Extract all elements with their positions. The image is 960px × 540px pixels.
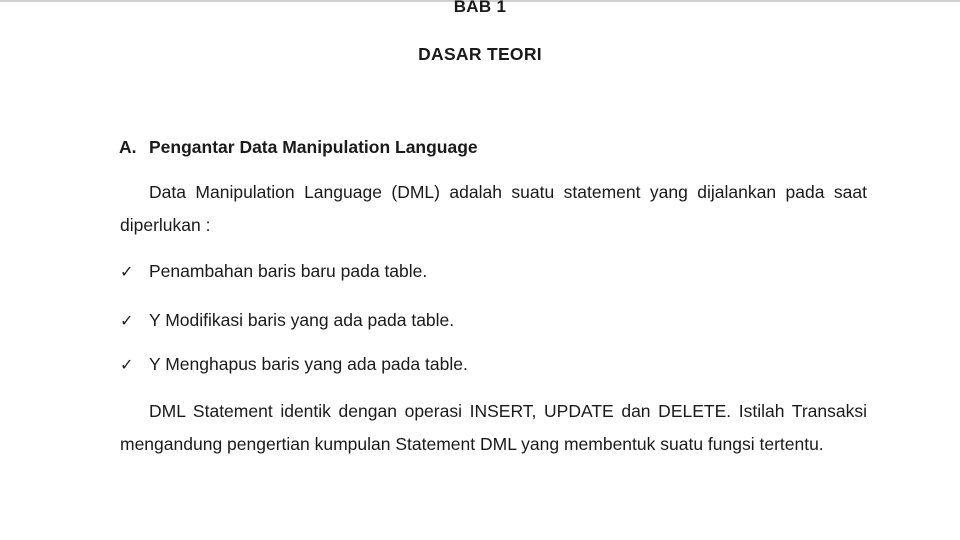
list-item-text: Y Menghapus baris yang ada pada table. (149, 354, 468, 374)
checkmark-icon: ✓ (120, 262, 134, 281)
list-item-text: Y Modifikasi baris yang ada pada table. (149, 310, 455, 330)
list-item (120, 259, 427, 284)
paragraph-intro: Data Manipulation Language (DML) adalah suatu statement yang dijalankan pada saat diperlukan : (120, 182, 867, 235)
checkmark-icon: ✓ (120, 311, 134, 330)
list-item-text: Penambahan baris baru pada table. (149, 261, 428, 281)
section-letter: A. (119, 137, 137, 157)
chapter-label: BAB 1 (453, 0, 507, 16)
list-item (120, 352, 468, 377)
list-item (120, 308, 454, 333)
section-heading (119, 137, 478, 158)
paragraph-dml-statement: DML Statement identik dengan operasi INSERT, UPDATE dan DELETE. Istilah Transaksi mengandung pengertian kumpulan Statement DML yang membentuk suatu fungsi tertentu. (120, 401, 867, 454)
chapter-title: DASAR TEORI (418, 44, 542, 64)
section-title: Pengantar Data Manipulation Language (149, 137, 478, 157)
checkmark-icon: ✓ (120, 355, 134, 374)
